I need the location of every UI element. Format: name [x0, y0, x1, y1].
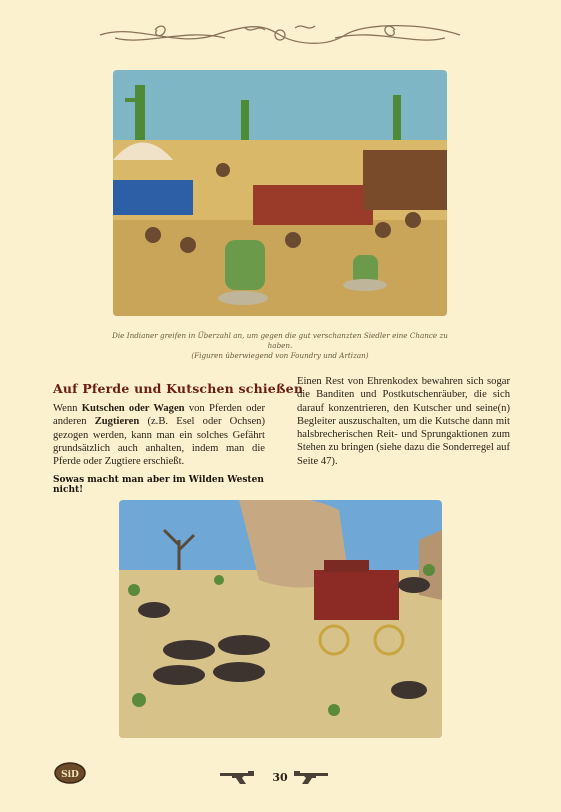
revolver-icon [218, 767, 260, 785]
body-text-right: Einen Rest von Ehrenkodex bewahren sich sogar die Banditen und Postkutschenräuber, die sich darauf konzentrieren, den Kutscher und seine(n) Begleiter auszuschalten, um die Kutsche dann mit halsbrecherischen Reit- und Sprungaktionen zum Stehen zu bringen (siehe dazu die Sonderregel auf Seite 47). [297, 376, 510, 467]
photo-indian-attack-diorama [113, 70, 447, 316]
body-text-left [53, 402, 265, 468]
svg-text:SiD: SiD [61, 770, 79, 780]
text-run: (z.B. Esel oder Ochsen) gezogen werden, kann man ein solches Gefährt grundsätzlich auch anhalten, indem man die Pferde oder Zugtiere erschießt. [53, 416, 265, 468]
bold-term-zugtieren: Zugtieren [94, 416, 140, 428]
caption-line-2: (Figuren überwiegend von Foundry und Artizan) [191, 351, 369, 360]
revolver-icon [288, 767, 330, 785]
photo-caption [110, 331, 450, 361]
emphasis-note: Sowas macht man aber im Wilden Westen nicht! [53, 475, 264, 495]
bold-term-kutschen: Kutschen oder Wagen [81, 403, 185, 414]
sid-logo [54, 762, 86, 784]
text-run: von Pferden oder anderen [53, 403, 265, 428]
caption-line-1: Die Indianer greifen in Überzahl an, um gegen die gut verschanzten Siedler eine Chance zu haben. [112, 331, 448, 350]
text-run: Wenn [53, 403, 82, 414]
section-heading: Auf Pferde und Kutschen schießen [53, 381, 304, 396]
photo-stagecoach-diorama [119, 500, 442, 738]
decorative-scroll-ornament [95, 18, 465, 52]
page-number: 30 [272, 771, 288, 784]
